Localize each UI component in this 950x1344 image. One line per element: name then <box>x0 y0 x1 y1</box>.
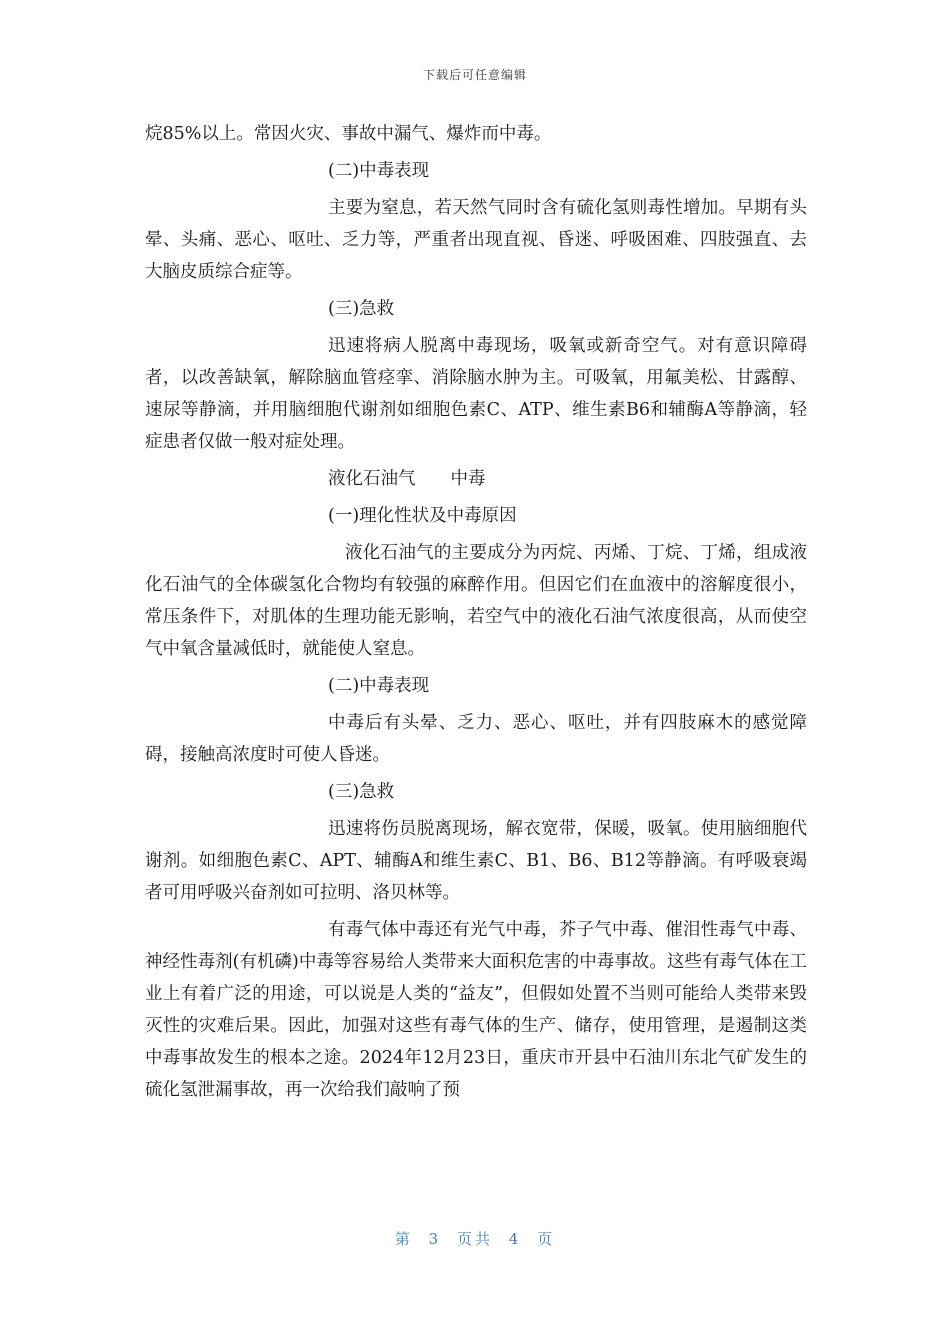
section-heading-properties: (一)理化性状及中毒原因 <box>328 506 517 526</box>
page-header: 下载后可任意编辑 <box>422 68 527 82</box>
paragraph-first-aid: 迅速将病人脱离中毒现场，吸氧或新奇空气。对有意识障碍者，以改善缺氧，解除脑血管痉挛、消除脑水肿为主。可吸氧，用氟美松、甘露醇、速尿等静滴，并用脑细胞代谢剂如细胞色素C、ATP、维生素B6和辅酶A等静滴，轻症患者仅做一般对症处理。 <box>145 336 807 452</box>
paragraph-lpg-symptoms: 中毒后有头晕、乏力、恶心、呕吐，并有四肢麻木的感觉障碍，接触高浓度时可使人昏迷。 <box>145 713 807 765</box>
section-title-lpg-poisoning: 液化石油气 中毒 <box>328 469 486 489</box>
paragraph-symptoms: 主要为窒息，若天然气同时含有硫化氢则毒性增加。早期有头晕、头痛、恶心、呕吐、乏力等，严重者出现直视、昏迷、呼吸困难、四肢强直、去大脑皮质综合症等。 <box>145 198 807 282</box>
paragraph-continuation: 烷85%以上。常因火灾、事故中漏气、爆炸而中毒。 <box>145 124 552 144</box>
paragraph-lpg-first-aid: 迅速将伤员脱离现场，解衣宽带，保暖，吸氧。使用脑细胞代谢剂。如细胞色素C、APT、辅酶A和维生素C、B1、B6、B12等静滴。有呼吸衰竭者可用呼吸兴奋剂如可拉明、洛贝林等。 <box>145 819 807 903</box>
page-footer-page-number: 第 3 页共 4 页 <box>394 1230 556 1248</box>
document-body <box>145 118 807 1111</box>
section-heading-lpg-first-aid: (三)急救 <box>328 782 395 802</box>
paragraph-properties: 液化石油气的主要成分为丙烷、丙烯、丁烷、丁烯，组成液化石油气的全体碳氢化合物均有较强的麻醉作用。但因它们在血液中的溶解度很小，常压条件下，对肌体的生理功能无影响，若空气中的液化石油气浓度很高，从而使空气中氧含量减低时，就能使人窒息。 <box>145 543 807 659</box>
section-heading-first-aid: (三)急救 <box>328 299 395 319</box>
section-heading-symptoms: (二)中毒表现 <box>328 161 430 181</box>
section-heading-lpg-symptoms: (二)中毒表现 <box>328 676 430 696</box>
paragraph-other-toxic-gases: 有毒气体中毒还有光气中毒，芥子气中毒、催泪性毒气中毒、神经性毒剂(有机磷)中毒等容易给人类带来大面积危害的中毒事故。这些有毒气体在工业上有着广泛的用途，可以说是人类的“益友”，但假如处置不当则可能给人类带来毁灭性的灾难后果。因此，加强对这些有毒气体的生产、储存，使用管理，是遏制这类中毒事故发生的根本之途。2024年12月23日，重庆市开县中石油川东北气矿发生的硫化氢泄漏事故，再一次给我们敲响了预 <box>145 920 807 1100</box>
